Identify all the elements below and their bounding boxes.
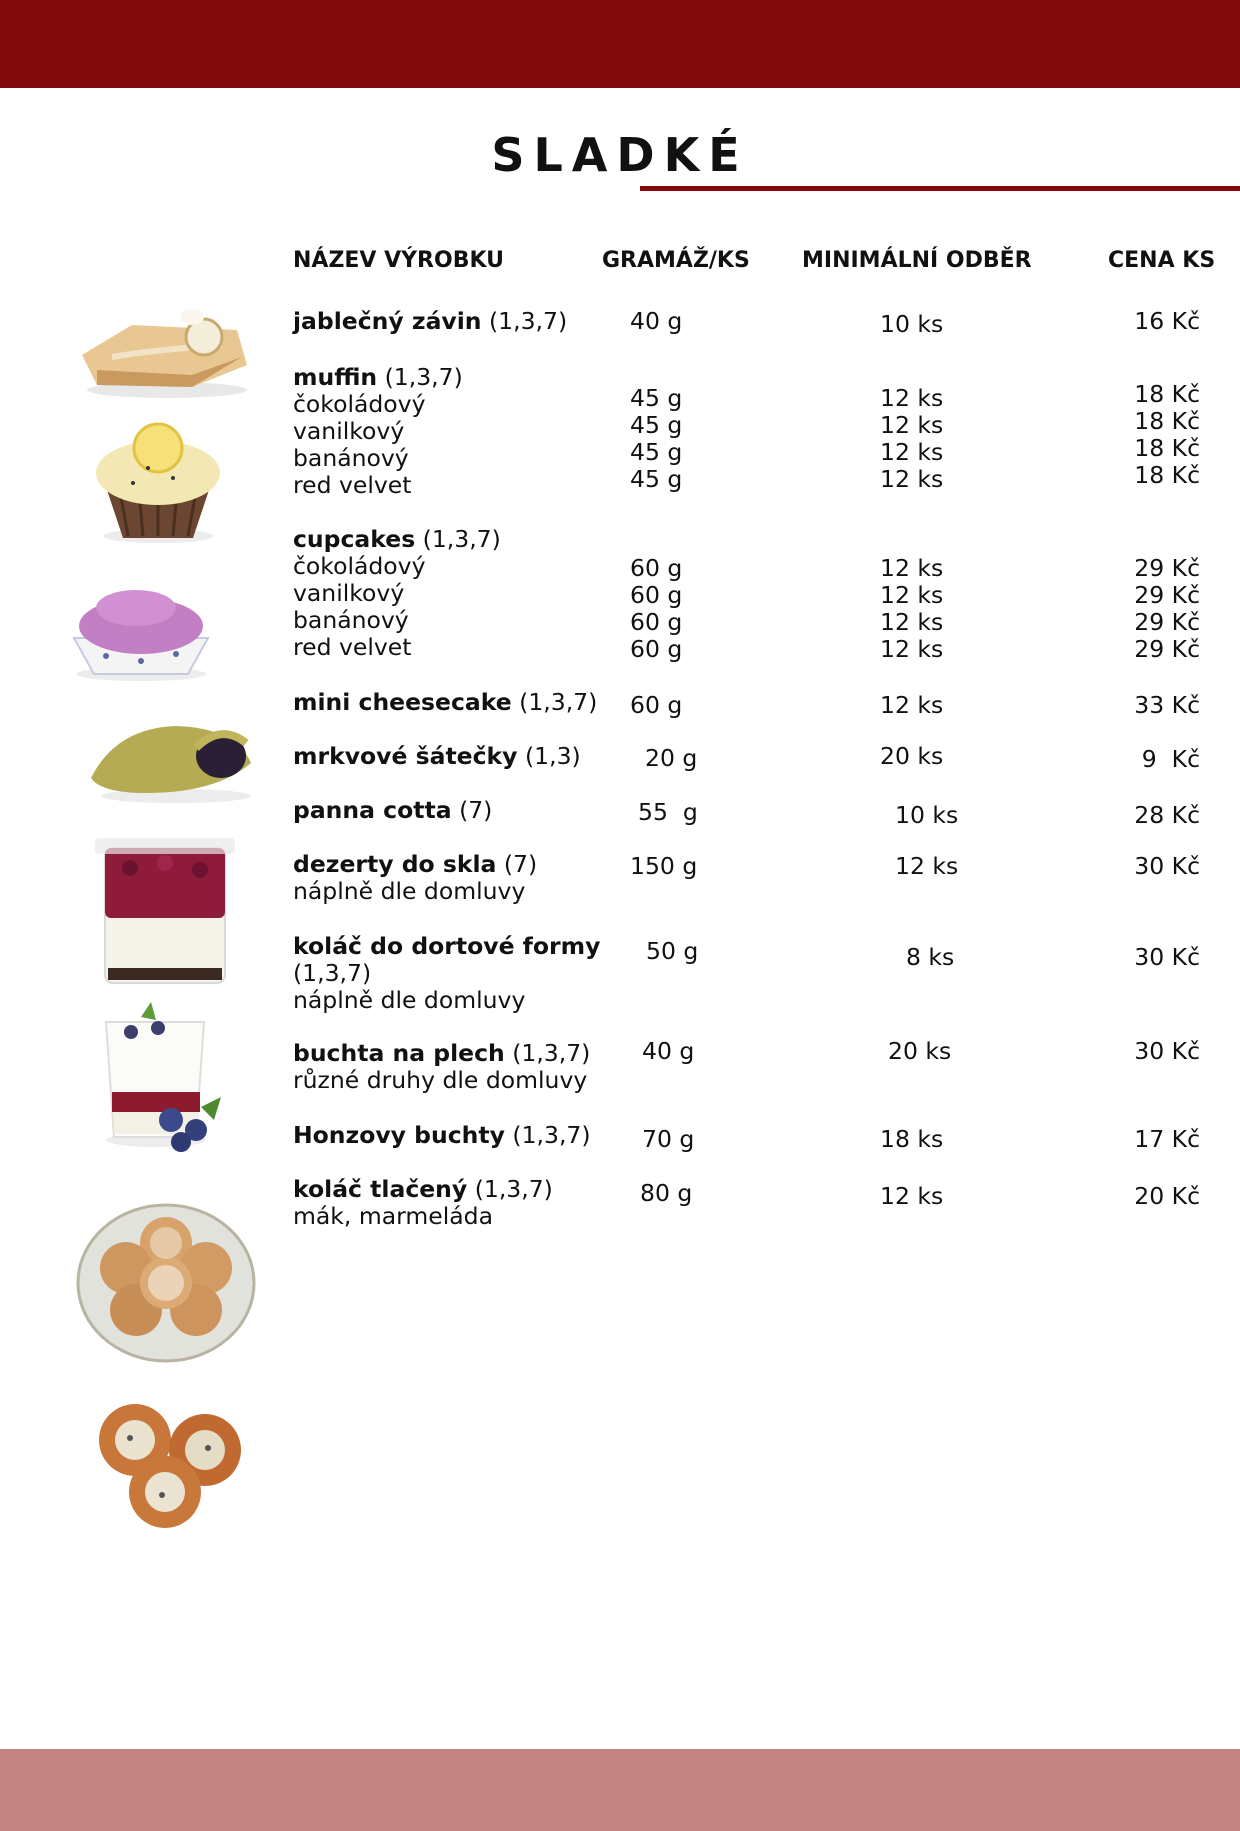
muffin-photo [88,418,228,548]
glass-dessert-photo [96,1002,231,1152]
product-price: 16 Kč [1134,307,1200,335]
variant-label: banánový [293,444,409,472]
dessert-cup-photo [90,828,240,993]
variant-label: red velvet [293,633,412,661]
product-name: muffin (1,3,7) čokoládový vanilkový banánový red velvet [293,364,603,499]
product-price: 20 Kč [1134,1182,1200,1210]
product-min-order: 10 ks [880,310,944,338]
product-min-order: 18 ks [880,1125,944,1153]
product-name: jablečný závin (1,3,7) [293,307,568,335]
header-price: CENA KS [1108,248,1216,273]
pastry-photo [86,708,261,808]
header-weight: GRAMÁŽ/KS [602,248,750,273]
product-price: 30 Kč [1134,852,1200,880]
product-weight: 50 g [646,937,699,965]
variant-label: vanilkový [293,579,405,607]
product-name: panna cotta (7) [293,796,493,824]
product-note: náplně dle domluvy [293,986,526,1014]
variant-label: banánový [293,606,409,634]
header-band [0,0,1240,88]
product-price: 33 Kč [1134,691,1200,719]
kolache-photo [90,1400,250,1530]
product-weight: 40 g [642,1037,695,1065]
product-price: 29 Kč 29 Kč 29 Kč 29 Kč [1134,554,1200,663]
product-min-order: 10 ks [895,801,959,829]
product-min-order: 8 ks [906,943,955,971]
footer-band [0,1749,1240,1831]
product-min-order: 12 ks 12 ks 12 ks 12 ks [880,384,944,493]
product-min-order: 20 ks [888,1037,952,1065]
header-name: NÁZEV VÝROBKU [293,248,504,273]
buns-photo [76,1198,256,1363]
product-name: mrkvové šátečky (1,3) [293,742,581,770]
product-weight: 60 g [630,691,683,719]
product-name: cupcakes (1,3,7) čokoládový vanilkový banánový red velvet [293,526,603,661]
product-name: Honzovy buchty (1,3,7) [293,1121,591,1149]
product-name: koláč do dortové formy (1,3,7) náplně dle domluvy [293,933,603,1014]
product-min-order: 20 ks [880,742,944,770]
product-price: 9 Kč [1141,745,1200,773]
title-underline [640,186,1240,191]
header-min-order: MINIMÁLNÍ ODBĚR [802,248,1032,273]
product-price: 28 Kč [1134,801,1200,829]
product-weight: 40 g [630,307,683,335]
variant-label: vanilkový [293,417,405,445]
product-note: mák, marmeláda [293,1202,493,1230]
product-note: různé druhy dle domluvy [293,1066,588,1094]
product-min-order: 12 ks 12 ks 12 ks 12 ks [880,554,944,663]
product-name: mini cheesecake (1,3,7) [293,688,598,716]
product-weight: 60 g 60 g 60 g 60 g [630,554,683,663]
variant-label: red velvet [293,471,412,499]
variant-label: čokoládový [293,390,426,418]
strudel-photo [72,295,252,405]
product-note: náplně dle domluvy [293,877,526,905]
product-min-order: 12 ks [880,691,944,719]
product-weight: 20 g [645,744,698,772]
product-name: dezerty do skla (7) náplně dle domluvy [293,851,603,905]
product-weight: 80 g [640,1179,693,1207]
product-price: 30 Kč [1134,1037,1200,1065]
product-weight: 70 g [642,1125,695,1153]
product-weight: 150 g [630,852,698,880]
product-price: 30 Kč [1134,943,1200,971]
product-price: 18 Kč 18 Kč 18 Kč 18 Kč [1134,380,1200,489]
product-weight: 45 g 45 g 45 g 45 g [630,384,683,493]
product-price: 17 Kč [1134,1125,1200,1153]
cupcake-photo [66,576,216,686]
product-weight: 55 g [638,798,698,826]
product-name: buchta na plech (1,3,7) různé druhy dle domluvy [293,1040,603,1094]
product-min-order: 12 ks [895,852,959,880]
variant-label: čokoládový [293,552,426,580]
product-name: koláč tlačený (1,3,7) mák, marmeláda [293,1176,603,1230]
product-min-order: 12 ks [880,1182,944,1210]
page-title: SLADKÉ [491,128,749,182]
